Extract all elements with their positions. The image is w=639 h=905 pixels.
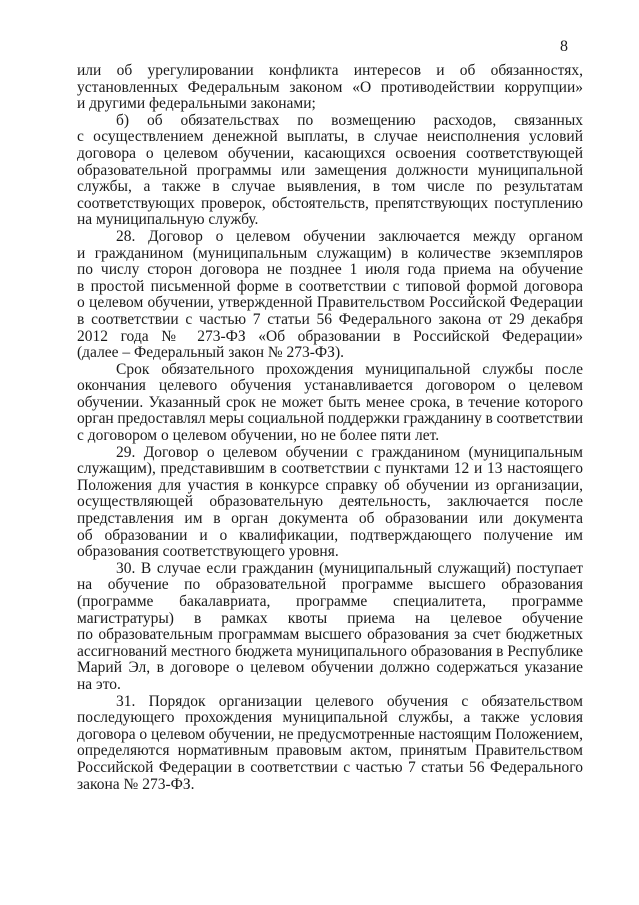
text-line: и другими федеральными законами; xyxy=(77,95,316,113)
text-line: орган предоставлял меры социальной поддержки гражданину в соответствии xyxy=(77,410,584,428)
text-line: по числу сторон договора не позднее 1 июля года приема на обучение xyxy=(77,261,583,279)
text-line: в соответствии с частью 7 статьи 56 Федерального закона от 29 декабря xyxy=(77,310,583,328)
text-line: 29. Договор о целевом обучении с гражданином (муниципальным xyxy=(116,443,583,461)
text-line: 30. В случае если гражданин (муниципальный служащий) поступает xyxy=(116,559,583,577)
text-line: 31. Порядок организации целевого обучения с обязательством xyxy=(116,692,583,710)
text-line: Положения для участия в конкурсе справку об обучении из организации, xyxy=(77,476,583,494)
text-line: на это. xyxy=(77,675,121,693)
text-line: магистратуры) в рамках квоты приема на целевое обучение xyxy=(77,609,583,627)
text-line: закона № 273-ФЗ. xyxy=(77,775,195,793)
text-line: (программе бакалавриата, программе специалитета, программе xyxy=(77,593,583,610)
text-line: образования соответствующего уровня. xyxy=(77,543,339,561)
text-line: и гражданином (муниципальным служащим) в количестве экземпляров xyxy=(77,244,583,262)
text-line: служащим), представившим в соответствии с пунктами 12 и 13 настоящего xyxy=(77,460,583,478)
text-line: с осуществлением денежной выплаты, в случае неисполнения условий xyxy=(77,128,583,146)
text-line: установленных Федеральным законом «О противодействии коррупции» xyxy=(77,78,583,96)
text-line: представления им в орган документа об образовании или документа xyxy=(77,510,583,528)
text-line: окончания целевого обучения устанавливается договором о целевом xyxy=(77,377,583,395)
page-number: 8 xyxy=(560,38,568,55)
text-line: осуществляющей образовательную деятельность, заключается после xyxy=(77,493,583,511)
text-line: обучении. Указанный срок не может быть менее срока, в течение которого xyxy=(77,393,583,411)
text-line: ассигнований местного бюджета муниципального образования в Республике xyxy=(77,642,584,660)
text-line: (далее – Федеральный закон № 273-ФЗ). xyxy=(77,344,344,362)
text-line: 2012 года № 273-ФЗ «Об образовании в Российской Федерации» xyxy=(77,327,583,345)
text-line: Российской Федерации в соответствии с частью 7 статьи 56 Федерального xyxy=(77,758,583,776)
text-line: договора о целевом обучении, не предусмотренные настоящим Положением, xyxy=(77,725,584,743)
text-line: или об урегулировании конфликта интересов и об обязанностях, xyxy=(77,62,583,79)
text-line: на обучение по образовательной программе высшего образования xyxy=(77,576,583,594)
text-line: Марий Эл, в договоре о целевом обучении должно содержаться указание xyxy=(77,659,583,677)
text-line: службы, а также в случае выявления, в том числе по результатам xyxy=(77,178,583,196)
text-line: соответствующих проверок, обстоятельств, препятствующих поступлению xyxy=(77,194,583,212)
text-line: 28. Договор о целевом обучении заключается между органом xyxy=(116,227,583,245)
text-line: Срок обязательного прохождения муниципальной службы после xyxy=(116,360,583,378)
text-line: по образовательным программам высшего образования за счет бюджетных xyxy=(77,626,583,644)
text-line: в простой письменной форме в соответствии с типовой формой договора xyxy=(77,277,583,295)
text-line: с договором о целевом обучении, но не более пяти лет. xyxy=(77,427,440,445)
document-body xyxy=(77,63,583,793)
text-line: на муниципальную службу. xyxy=(77,211,259,229)
text-line: последующего прохождения муниципальной службы, а также условия xyxy=(77,709,583,727)
text-line: образовательной программы или замещения должности муниципальной xyxy=(77,161,583,179)
text-line: определяются нормативным правовым актом, принятым Правительством xyxy=(77,742,583,760)
text-line: о целевом обучении, утвержденной Правительством Российской Федерации xyxy=(77,294,583,312)
text-line: договора о целевом обучении, касающихся освоения соответствующей xyxy=(77,144,583,162)
text-line: б) об обязательствах по возмещению расходов, связанных xyxy=(116,111,583,129)
text-line: об образовании и о квалификации, подтверждающего получение им xyxy=(77,526,583,544)
